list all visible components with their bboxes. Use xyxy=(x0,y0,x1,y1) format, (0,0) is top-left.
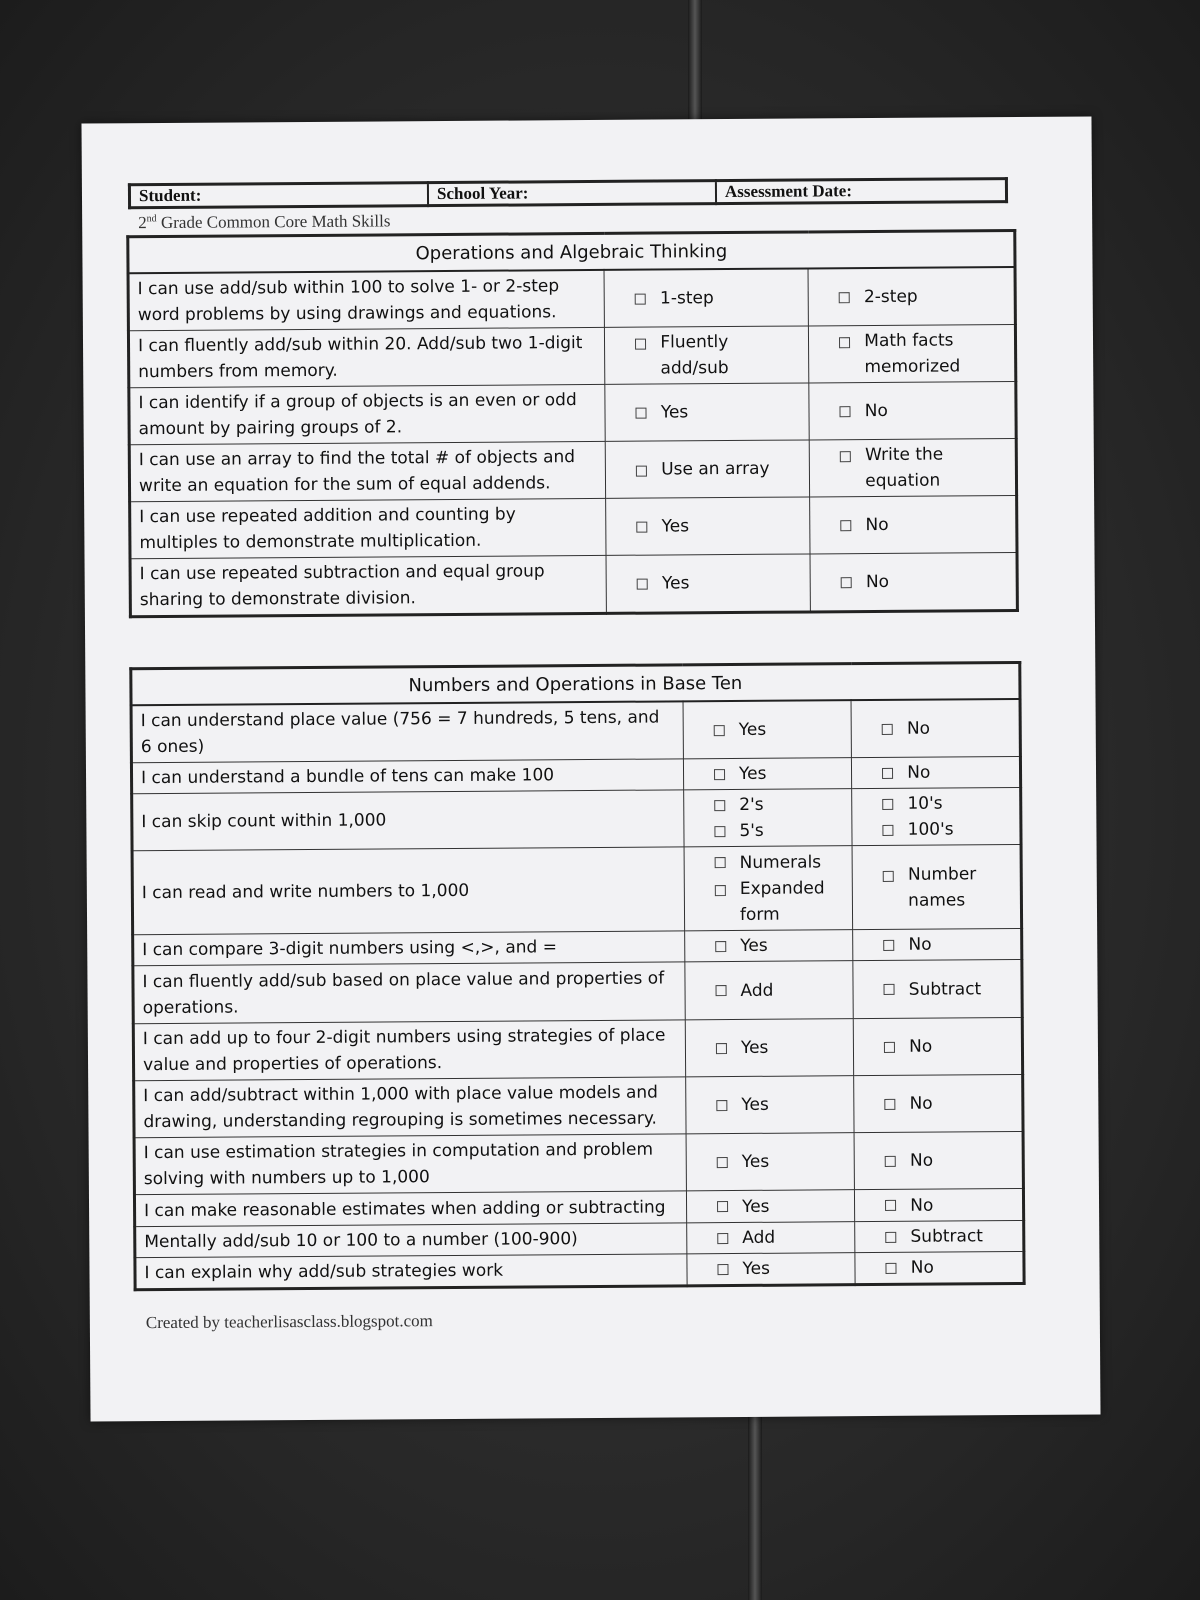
option-cell xyxy=(853,959,1022,1018)
skill-cell: I can understand place value (756 = 7 hundreds, 5 tens, and 6 ones) xyxy=(131,701,683,762)
checkbox-option[interactable] xyxy=(717,1193,846,1220)
checkbox-label: Yes xyxy=(741,1094,769,1115)
checkbox-label: Yes xyxy=(738,719,767,740)
checkbox-icon[interactable] xyxy=(884,984,895,995)
table-row xyxy=(130,496,1017,559)
skill-cell: I can read and write numbers to 1,000 xyxy=(132,847,685,935)
option-cell xyxy=(855,1251,1024,1284)
checkbox-option[interactable] xyxy=(882,759,1011,786)
option-cell xyxy=(685,1019,854,1077)
checkbox-option[interactable] xyxy=(884,1090,1013,1117)
checkbox-icon[interactable] xyxy=(636,466,647,477)
table-row xyxy=(134,1131,1023,1194)
skill-cell: I can fluently add/sub based on place value and properties of operations. xyxy=(133,962,685,1024)
option-cell xyxy=(855,1188,1024,1221)
table-row xyxy=(129,382,1016,445)
checkbox-option[interactable] xyxy=(717,1255,846,1282)
option-cell xyxy=(686,1190,854,1223)
checkbox-label: 2-step xyxy=(863,286,918,308)
option-cell xyxy=(852,844,1021,929)
checkbox-label: No xyxy=(906,718,931,739)
table-row xyxy=(135,1251,1024,1289)
checkbox-option[interactable] xyxy=(884,1033,1013,1060)
option-cell xyxy=(604,268,808,327)
checkbox-label: Yes xyxy=(741,1151,770,1172)
checkbox-icon[interactable] xyxy=(885,1155,896,1166)
operations-algebraic-thinking-table xyxy=(126,229,1019,618)
checkbox-label: Yes xyxy=(660,402,689,423)
worksheet-paper xyxy=(81,116,1100,1421)
checkbox-label: Use an array xyxy=(661,458,770,480)
grade-ordinal-suffix: nd xyxy=(146,213,157,225)
option-cell xyxy=(684,789,853,847)
assessment-date-label: Assessment Date: xyxy=(724,181,853,202)
option-cell xyxy=(809,382,1016,440)
checkbox-label: Math facts memorized xyxy=(864,330,961,378)
checkbox-icon[interactable] xyxy=(882,767,893,778)
checkbox-label: No xyxy=(909,1150,934,1171)
checkbox-icon[interactable] xyxy=(637,578,648,589)
skill-cell: I can use an array to find the total # of objects and write an equation for the sum of equal addends. xyxy=(129,441,606,501)
checkbox-option[interactable] xyxy=(840,441,1007,494)
option-cell xyxy=(605,326,809,384)
table-row xyxy=(134,1074,1023,1137)
checkbox-option[interactable] xyxy=(884,976,1013,1003)
checkbox-label: Number names xyxy=(907,863,977,911)
checkbox-icon[interactable] xyxy=(715,941,726,952)
checkbox-icon[interactable] xyxy=(714,826,725,837)
table-row xyxy=(132,844,1022,934)
table-row xyxy=(131,699,1020,763)
checkbox-label: 5's xyxy=(739,820,764,841)
table-row xyxy=(128,267,1015,331)
option-cell xyxy=(687,1222,855,1254)
skill-cell: I can explain why add/sub strategies work xyxy=(135,1254,687,1290)
checkbox-label: Expanded form xyxy=(739,877,825,925)
checkbox-option[interactable] xyxy=(714,817,843,844)
checkbox-option[interactable] xyxy=(882,790,1011,817)
checkbox-option[interactable] xyxy=(885,1147,1014,1174)
checkbox-option[interactable] xyxy=(840,511,1007,538)
skill-cell: I can use add/sub within 100 to solve 1- or 2-step word problems by using drawings and equations. xyxy=(128,270,605,331)
table-row xyxy=(133,1017,1022,1080)
student-label: Student: xyxy=(138,185,202,206)
option-cell xyxy=(808,267,1015,326)
option-cell xyxy=(809,325,1016,383)
checkbox-icon[interactable] xyxy=(635,339,646,350)
checkbox-option[interactable] xyxy=(715,849,844,876)
grade-title-text: Grade Common Core Math Skills xyxy=(160,211,391,232)
option-cell xyxy=(852,757,1021,789)
checkbox-option[interactable] xyxy=(839,283,1006,310)
checkbox-icon[interactable] xyxy=(717,1233,728,1244)
checkbox-label: No xyxy=(864,400,888,422)
leather-seam-bottom xyxy=(748,1410,762,1600)
table-row xyxy=(132,788,1021,851)
checkbox-label: No xyxy=(909,1093,933,1114)
checkbox-label: 1-step xyxy=(659,288,714,309)
checkbox-icon[interactable] xyxy=(840,406,851,417)
checkbox-icon[interactable] xyxy=(717,1201,728,1212)
checkbox-icon[interactable] xyxy=(715,885,726,896)
option-cell xyxy=(606,497,810,555)
checkbox-icon[interactable] xyxy=(839,337,850,348)
option-cell xyxy=(855,1220,1024,1252)
table-row xyxy=(130,553,1017,617)
skill-cell: I can compare 3-digit numbers using <,>, and = xyxy=(133,931,685,966)
section-title: Operations and Algebraic Thinking xyxy=(128,231,1015,274)
assessment-date-field[interactable] xyxy=(716,179,1007,204)
checkbox-icon[interactable] xyxy=(882,798,893,809)
checkbox-icon[interactable] xyxy=(839,292,850,303)
checkbox-icon[interactable] xyxy=(841,577,852,588)
checkbox-icon[interactable] xyxy=(883,939,894,950)
option-cell xyxy=(687,1253,855,1286)
checkbox-option[interactable] xyxy=(715,932,844,959)
footer-credit: Created by teacherlisasclass.blogspot.com xyxy=(145,1311,433,1333)
checkbox-icon[interactable] xyxy=(714,769,725,780)
checkbox-option[interactable] xyxy=(714,791,843,818)
skill-cell: I can use estimation strategies in computation and problem solving with numbers up to 1,000 xyxy=(134,1134,686,1195)
table-row xyxy=(128,325,1015,388)
checkbox-label: Numerals xyxy=(739,851,822,873)
skill-cell: I can understand a bundle of tens can make 100 xyxy=(131,759,683,794)
checkbox-option[interactable] xyxy=(716,1034,845,1061)
option-cell xyxy=(854,1074,1023,1132)
checkbox-label: Add xyxy=(742,1227,776,1248)
checkbox-option[interactable] xyxy=(636,513,801,540)
checkbox-option[interactable] xyxy=(885,1223,1014,1250)
checkbox-option[interactable] xyxy=(717,1148,846,1175)
checkbox-icon[interactable] xyxy=(637,521,648,532)
checkbox-label: Yes xyxy=(742,1258,770,1279)
checkbox-option[interactable] xyxy=(841,568,1008,595)
checkbox-option[interactable] xyxy=(715,875,845,928)
checkbox-option[interactable] xyxy=(714,760,843,787)
skill-cell: I can skip count within 1,000 xyxy=(132,790,684,851)
option-cell xyxy=(852,788,1021,846)
checkbox-option[interactable] xyxy=(714,716,843,743)
checkbox-label: Yes xyxy=(738,763,767,784)
option-cell xyxy=(809,439,1016,497)
checkbox-label: 100's xyxy=(907,819,954,840)
checkbox-icon[interactable] xyxy=(885,1098,896,1109)
checkbox-label: Subtract xyxy=(910,1226,983,1247)
checkbox-option[interactable] xyxy=(716,1091,845,1118)
checkbox-option[interactable] xyxy=(882,715,1011,742)
option-cell xyxy=(854,1131,1023,1189)
checkbox-icon[interactable] xyxy=(717,1157,728,1168)
checkbox-icon[interactable] xyxy=(884,1041,895,1052)
skill-cell: I can add/subtract within 1,000 with place value models and drawing, understanding regrouping is sometimes necessary. xyxy=(134,1077,686,1138)
school-year-field[interactable] xyxy=(428,181,716,206)
skill-cell: I can make reasonable estimates when adding or subtracting xyxy=(134,1191,686,1227)
checkbox-icon[interactable] xyxy=(883,870,894,881)
checkbox-option[interactable] xyxy=(883,931,1012,958)
option-cell xyxy=(684,846,853,931)
checkbox-label: Yes xyxy=(661,573,690,594)
checkbox-label: 2's xyxy=(739,794,764,815)
skill-cell: I can fluently add/sub within 20. Add/sub two 1-digit numbers from memory. xyxy=(128,327,605,387)
page-title xyxy=(138,211,390,233)
skill-cell: I can use repeated subtraction and equal group sharing to demonstrate division. xyxy=(130,555,607,616)
checkbox-label: No xyxy=(865,514,889,536)
checkbox-label: No xyxy=(865,571,890,593)
checkbox-option[interactable] xyxy=(635,329,800,382)
skill-cell: Mentally add/sub 10 or 100 to a number (100-900) xyxy=(135,1223,687,1258)
checkbox-icon[interactable] xyxy=(716,1043,727,1054)
skill-cell: I can use repeated addition and counting by multiples to demonstrate multiplication. xyxy=(130,498,607,558)
skill-cell: I can identify if a group of objects is an even or odd amount by pairing groups of 2. xyxy=(129,384,606,444)
numbers-operations-base-ten-table xyxy=(129,661,1025,1291)
student-field[interactable] xyxy=(129,183,428,208)
checkbox-icon[interactable] xyxy=(883,824,894,835)
checkbox-option[interactable] xyxy=(635,285,800,312)
checkbox-label: No xyxy=(907,762,931,783)
checkbox-label: Yes xyxy=(741,1196,770,1217)
checkbox-label: No xyxy=(910,1257,934,1278)
option-cell xyxy=(685,961,854,1020)
grade-ordinal: 2 xyxy=(138,213,147,233)
student-info-header xyxy=(128,177,1008,209)
checkbox-option[interactable] xyxy=(886,1254,1015,1281)
leather-seam-top xyxy=(688,0,702,130)
checkbox-option[interactable] xyxy=(839,327,1006,380)
checkbox-label: Yes xyxy=(740,935,768,956)
checkbox-option[interactable] xyxy=(717,1224,846,1251)
checkbox-icon[interactable] xyxy=(886,1262,897,1273)
checkbox-option[interactable] xyxy=(636,399,801,426)
checkbox-icon[interactable] xyxy=(882,723,893,734)
option-cell xyxy=(810,496,1017,554)
table-row xyxy=(129,439,1016,502)
checkbox-label: No xyxy=(908,934,932,955)
checkbox-icon[interactable] xyxy=(885,1231,896,1242)
checkbox-label: Add xyxy=(740,980,774,1001)
checkbox-option[interactable] xyxy=(637,570,802,597)
checkbox-icon[interactable] xyxy=(717,1264,728,1275)
checkbox-option[interactable] xyxy=(885,1192,1014,1219)
option-cell xyxy=(605,440,809,498)
checkbox-icon[interactable] xyxy=(840,520,851,531)
checkbox-label: Fluently add/sub xyxy=(660,332,729,379)
school-year-label: School Year: xyxy=(436,183,529,204)
checkbox-label: 10's xyxy=(907,793,943,814)
option-cell xyxy=(686,1076,855,1134)
option-cell xyxy=(683,758,851,790)
option-cell xyxy=(810,553,1017,612)
checkbox-option[interactable] xyxy=(636,456,801,483)
checkbox-icon[interactable] xyxy=(635,293,646,304)
checkbox-label: Subtract xyxy=(908,978,982,1000)
checkbox-icon[interactable] xyxy=(885,1200,896,1211)
checkbox-icon[interactable] xyxy=(840,451,851,462)
option-cell xyxy=(853,928,1022,960)
checkbox-label: No xyxy=(910,1195,934,1216)
option-cell xyxy=(851,699,1020,758)
checkbox-option[interactable] xyxy=(883,861,1012,914)
skill-cell: I can add up to four 2-digit numbers using strategies of place value and properties of operations. xyxy=(133,1020,685,1081)
checkbox-icon[interactable] xyxy=(714,800,725,811)
checkbox-label: Yes xyxy=(740,1037,769,1058)
option-cell xyxy=(853,1017,1022,1075)
checkbox-option[interactable] xyxy=(883,816,1012,843)
checkbox-label: Write the equation xyxy=(864,444,944,492)
option-cell xyxy=(686,1133,855,1191)
checkbox-label: Yes xyxy=(661,516,690,537)
option-cell xyxy=(685,930,853,962)
checkbox-icon[interactable] xyxy=(715,857,726,868)
checkbox-icon[interactable] xyxy=(716,1100,727,1111)
option-cell xyxy=(606,554,810,613)
table-row xyxy=(133,959,1022,1023)
checkbox-option[interactable] xyxy=(840,397,1007,424)
checkbox-label: No xyxy=(909,1036,933,1057)
checkbox-icon[interactable] xyxy=(715,985,726,996)
checkbox-icon[interactable] xyxy=(714,725,725,736)
section-title: Numbers and Operations in Base Ten xyxy=(131,663,1020,706)
checkbox-option[interactable] xyxy=(715,977,844,1004)
checkbox-icon[interactable] xyxy=(636,407,647,418)
option-cell xyxy=(605,383,809,441)
option-cell xyxy=(683,700,852,759)
